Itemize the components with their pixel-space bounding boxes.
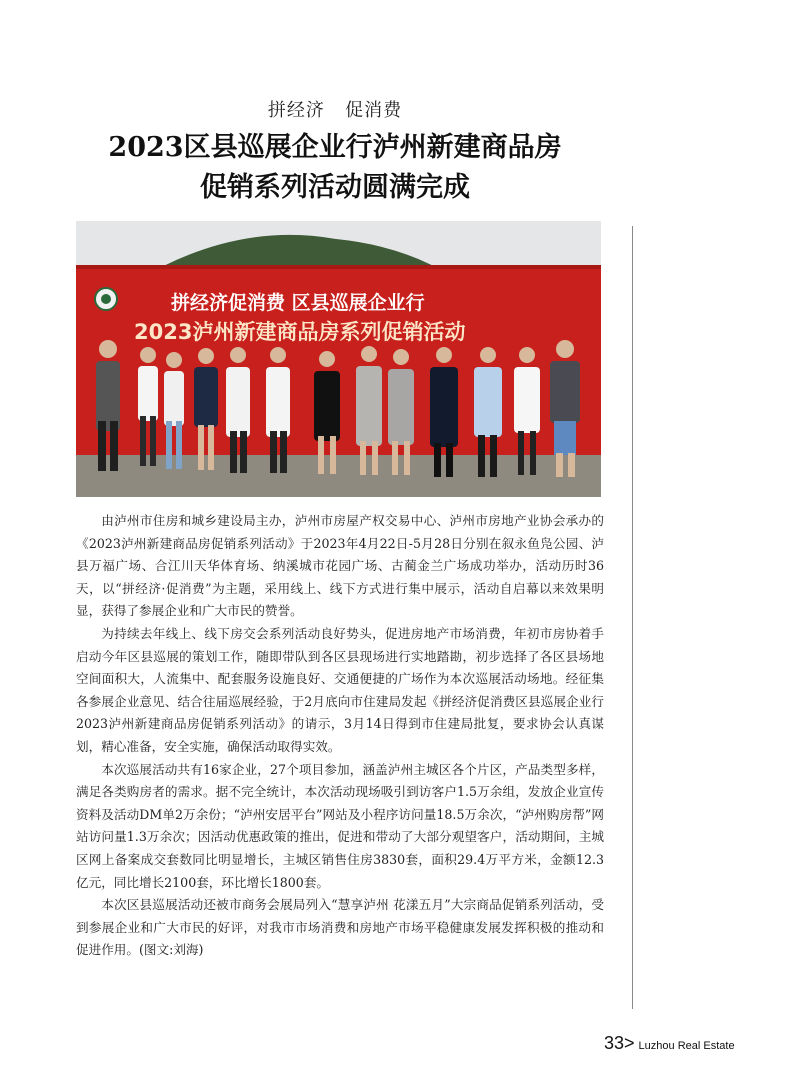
vertical-rule xyxy=(632,226,633,1009)
article-paragraph-4: 本次区县巡展活动还被市商务会展局列入“慧享泸州 花漾五月”大宗商品促销系列活动，受到参展企业和广大市民的好评，对我市市场消费和房地产市场平稳健康发展发挥积极的推动和促进作用。(图文:刘海) xyxy=(76,897,604,958)
article-paragraph-1: 由泸州市住房和城乡建设局主办，泸州市房屋产权交易中心、泸州市房地产业协会承办的《2023泸州新建商品房促销系列活动》于2023年4月22日-5月28日分别在叙永鱼凫公园、泸县万福广场、合江川天华体育场、纳溪城市花园广场、古蔺金兰广场成功举办，活动历时36天，以“拼经济·促消费”为主题，采用线上、线下方式进行集中展示，活动自启幕以来效果明显，获得了参展企业和广大市民的赞誉。 xyxy=(76,513,604,619)
article-paragraph-2: 为持续去年线上、线下房交会系列活动良好势头，促进房地产市场消费，年初市房协着手启动今年区县巡展的策划工作，随即带队到各区县现场进行实地踏勘，初步选择了各区县场地空间面积大，人流集中、配套服务设施良好、交通便捷的广场作为本次巡展活动场地。经征集各参展企业意见、结合往届巡展经验，于2月底向市住建局发起《拼经济促消费区县巡展企业行2023泸州新建商品房促销系列活动》的请示，3月14日得到市住建局批复，要求协会认真谋划，精心准备，安全实施，确保活动取得实效。 xyxy=(76,625,604,754)
banner-text-line-1: 拼经济促消费 区县巡展企业行 xyxy=(171,292,425,314)
article-title xyxy=(0,128,670,208)
article-paragraph-3: 本次巡展活动共有16家企业，27个项目参加，涵盖泸州主城区各个片区，产品类型多样，满足各类购房者的需求。据不完全统计，本次活动现场吸引到访客户1.5万余组，发放企业宣传资料及活动DM单2万余份；“泸州安居平台”网站及小程序访问量18.5万余次，“泸州购房帮”网站访问量1.3万余次；因活动优惠政策的推出，促进和带动了大部分观望客户，活动期间，主城区网上备案成交套数同比明显增长，主城区销售住房3830套，面积29.4万平方米，金额12.3亿元，同比增长2100套，环比增长1800套。 xyxy=(76,761,604,890)
article-title-line-2: 促销系列活动圆满完成 xyxy=(200,172,470,203)
magazine-name: Luzhou Real Estate xyxy=(638,1040,735,1052)
article-body xyxy=(76,510,604,962)
article-title-line-1: 2023区县巡展企业行泸州新建商品房 xyxy=(108,132,562,163)
page-number: 33 xyxy=(604,1033,625,1053)
page-footer xyxy=(604,1033,735,1054)
page-arrow-icon: > xyxy=(624,1033,635,1053)
section-kicker: 拼经济 促消费 xyxy=(267,100,403,121)
banner-text-line-2: 2023泸州新建商品房系列促销活动 xyxy=(134,320,466,344)
group-photo xyxy=(76,221,601,497)
